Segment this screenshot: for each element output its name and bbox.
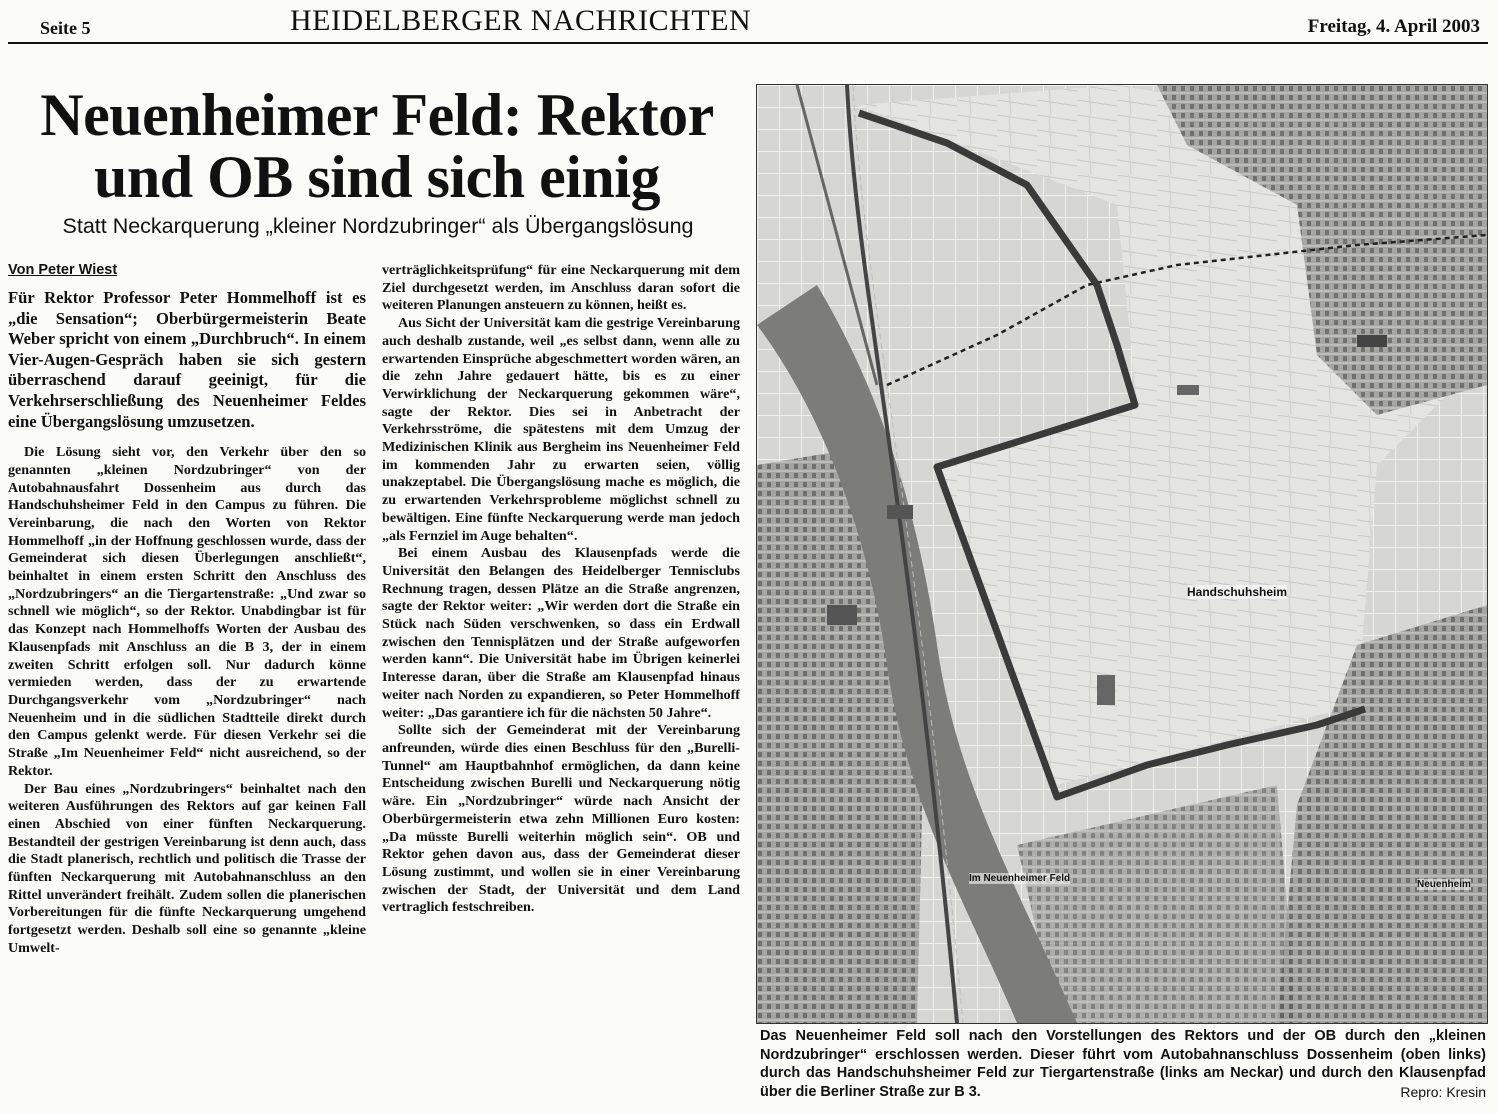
map-image [756, 84, 1488, 1024]
body-paragraph: Der Bau eines „Nordzubringers“ beinhaltet nach den weiteren Ausführungen des Rektors auf gar keinen Fall einen Abschied von einer fünften Neckarquerung. Bestandteil der gestrigen Vereinbarung ist denn auch, dass die Stadt planerisch, rechtlich und politisch die Trasse der fünften Neckarquerung mit Autobahnanschluss an den Rittel unverändert freihält. Zudem sollen die planerischen Vorbereitungen für die fünfte Neckarquerung umgehend fortgesetzt werden. Deshalb soll eine so genannte „kleine Umwelt- [8, 780, 366, 956]
map-caption [760, 1027, 1486, 1101]
article-subheadline: Statt Neckarquerung „kleiner Nordzubringer“ als Übergangslösung [62, 214, 694, 238]
caption-text: Das Neuenheimer Feld soll nach den Vorstellungen des Rektors und der OB durch den „kleinen Nordzubringer“ erschlossen werden. Dieser führt vom Autobahnanschluss Dossenheim (oben links) durch das Handschuhsheimer Feld zur Tiergartenstraße (links am Neckar) und durch den Klausenpfad über die Berliner Straße zur B 3. [760, 1028, 1486, 1100]
masthead-divider [8, 42, 1488, 44]
map-graphic [757, 85, 1487, 1023]
headline-line-1: Neuenheimer Feld: Rektor [40, 82, 714, 148]
page-number: Seite 5 [40, 18, 91, 38]
body-paragraph: verträglichkeitsprüfung“ für eine Neckarquerung mit dem Ziel durchgesetzt werden, im Anschluss daran sofort die weiteren Planungen ansteuern zu können, heißt es. [382, 262, 740, 314]
headline-line-2: und OB sind sich einig [94, 144, 660, 210]
map-label-neuenheimer-feld: Im Neuenheimer Feld [969, 873, 1071, 884]
body-paragraph: Die Lösung sieht vor, den Verkehr über den so genannten „kleinen Nordzubringer“ von der Autobahnausfahrt Dossenheim aus durch das Handschuhsheimer Feld in den Campus zu führen. Die Vereinbarung, die nach den Worten von Rektor Hommelhoff „in der Hoffnung geschlossen wurde, dass der Gemeinderat sich diesen Überlegungen anschließt“, beinhaltet in einem ersten Schritt den Anschluss des „Nordzubringers“ an die Tiergartenstraße: „Und zwar so schnell wie möglich“, so der Rektor. Unabdingbar ist für das Konzept nach Hommelhoffs Worten der Ausbau des Klausenpfads mit Anschluss an die B 3, der in einem zweiten Schritt erfolgen soll. Nur dadurch könne vermieden werden, dass der zu erwartende Durchgangsverkehr vom „Nordzubringer“ nach Neuenheim und in die südlichen Stadtteile direkt durch den Campus gelenkt werde. Für diesen Verkehr sei die Straße „Im Neuenheimer Feld“ nicht ausreichend, so der Rektor. [8, 444, 366, 779]
newspaper-name: HEIDELBERGER NACHRICHTEN [290, 4, 752, 37]
article-column-1 [8, 288, 366, 958]
article-column-2 [382, 262, 740, 917]
body-paragraph: Bei einem Ausbau des Klausenpfads werde die Universität den Belangen des Heidelberger Tennisclubs Rechnung tragen, dessen Plätze an die Straße angrenzen, sagte der Rektor weiter: „Wir werden dort die Straße ein Stück nach Süden verschwenken, so dass ein Erdwall zwischen den Tennisplätzen und der Straße aufgeworfen werden kann“. Die Universität habe im Übrigen keinerlei Interesse daran, über die Straße am Klausenpfad hinaus weiter nach Norden zu expandieren, so Peter Hommelhoff weiter: „Das garantiere ich für die nächsten 50 Jahre“. [382, 545, 740, 721]
article-headline [12, 84, 742, 208]
photo-credit: Repro: Kresin [1400, 1083, 1486, 1100]
body-paragraph: Sollte sich der Gemeinderat mit der Vereinbarung anfreunden, würde dies einen Beschluss für den „Burelli-Tunnel“ am Hauptbahnhof ermöglichen, da dann keine Entscheidung zwischen Burelli und Neckarquerung nötig wäre. Ein „Nordzubringer“ würde nach Ansicht der Oberbürgermeisterin etwa zehn Millionen Euro kosten: „Da müsste Burelli weiterhin möglich sein“. OB und Rektor gehen davon aus, dass der Gemeinderat dieser Lösung zustimmt, und wollen sie in einer Vereinbarung zwischen der Stadt, der Universität und dem Land vertraglich festschreiben. [382, 722, 740, 916]
byline: Von Peter Wiest [8, 262, 118, 278]
body-paragraph: Aus Sicht der Universität kam die gestrige Vereinbarung auch deshalb zustande, weil „es selbst dann, wenn alle zu erwartenden Einsprüche abgeschmettert worden wären, an die zehn Jahre gedauert hätte, bis es zu einer Verwirklichung der Neckarquerung gekommen wäre“, sagte der Rektor. Dies sei in Anbetracht der Verkehrsströme, die spätestens mit dem Umzug der Medizinischen Klinik aus Bergheim ins Neuenheimer Feld im kommenden Jahr zu erwarten seien, völlig unakzeptabel. Die Übergangslösung mache es möglich, die zu erwartenden Verkehrsprobleme möglichst schnell zu bewältigen. Eine fünfte Neckarquerung werde man jedoch „als Fernziel im Auge behalten“. [382, 315, 740, 544]
issue-date: Freitag, 4. April 2003 [1307, 16, 1480, 37]
map-label-handschuhsheim: Handschuhsheim [1187, 585, 1288, 599]
lead-paragraph: Für Rektor Professor Peter Hommelhoff ist es „die Sensation“; Oberbürgermeisterin Beate Weber spricht von einem „Durchbruch“. In einem Vier-Augen-Gespräch haben sie sich gestern überraschend darauf geeinigt, für die Verkehrserschließung des Neuenheimer Feldes eine Übergangslösung umzusetzen. [8, 288, 366, 431]
map-label-neuenheim: Neuenheim [1417, 879, 1471, 890]
